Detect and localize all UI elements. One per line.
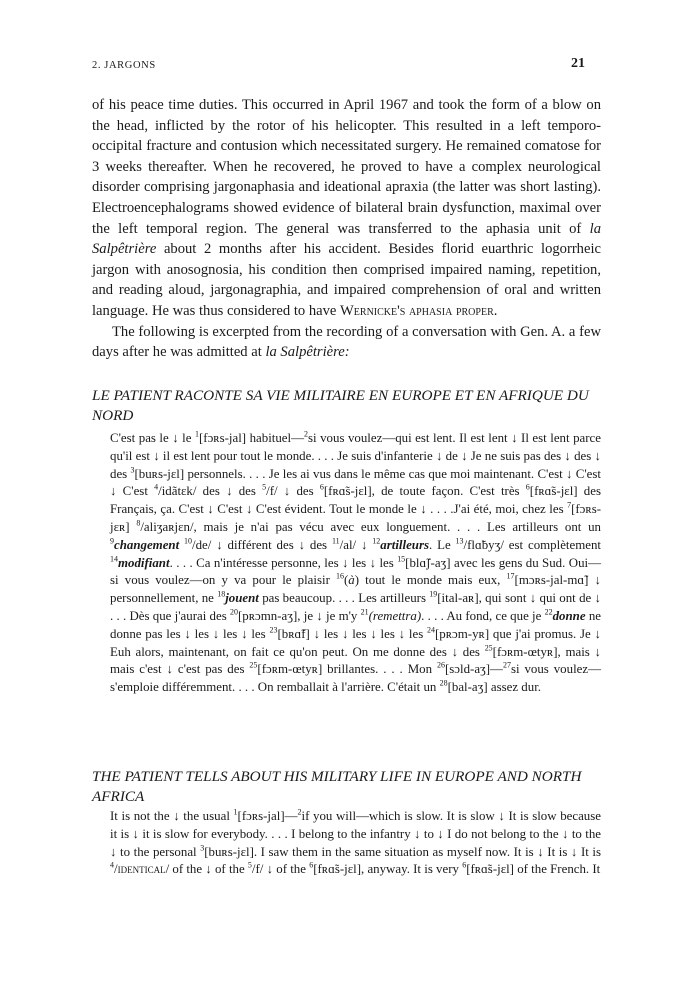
text-run: of the ↓ of the <box>169 862 248 877</box>
footnote-marker: 19 <box>429 589 438 599</box>
text-run: [fɔʀs-jɛʀ] <box>110 502 601 534</box>
footnote-marker: 23 <box>269 625 278 635</box>
text-run: . Le <box>429 537 456 552</box>
text-run: The following is excerpted from the recording of a conversation with Gen. A. a few days after he was admitted at <box>92 323 601 361</box>
text-run: [fɔʀm-œtyʀ] brillantes. . . . Mon <box>257 662 437 677</box>
text-run: /aliʒaʀjɛn/, mais je n'ai pas vécu avec eux longuement. . . . Les artilleurs ont un <box>140 519 601 534</box>
text-run: [fɔʀs-jal] habituel— <box>199 431 304 445</box>
footnote-marker: 20 <box>230 607 238 617</box>
text-run: [buʀs-jɛl] personnels. . . . Je les ai vus dans le même cas que moi maintenant. C'est ↓ C'est ↓ C'est <box>110 466 602 499</box>
text-run: changement <box>114 537 180 552</box>
footnote-marker: 25 <box>249 661 258 671</box>
text-run: /de/ ↓ différent des ↓ des <box>192 537 332 552</box>
section-title: THE PATIENT TELLS ABOUT HIS MILITARY LIFE IN EUROPE AND NORTH AFRICA <box>92 768 582 805</box>
text-run: [blɑ̃ʃ-aʒ] avec les gens du Sud. Oui—si vous voulez—on y va pour le plaisir <box>110 555 601 588</box>
footnote-marker: 2 <box>304 429 308 439</box>
footnote-marker: 6 <box>525 483 530 493</box>
text-run: [fʀɑ̃s-jɛl] of the French. It <box>466 862 601 877</box>
text-run: [fʀɑ̃s-jɛl] des Français, ça. C'est ↓ C'est ↓ C'est évident. Tout le monde le ↓ . . . .J'ai été, moi, chez les <box>110 484 601 517</box>
footnote-marker: 3 <box>130 465 135 475</box>
text-run: [bʀɑ̃f] ↓ les ↓ les ↓ les ↓ les <box>277 626 428 641</box>
footnote-marker: 1 <box>233 807 238 817</box>
footnote-marker: 3 <box>200 843 205 853</box>
transcript-english <box>110 808 601 879</box>
text-run: jouent <box>225 591 259 606</box>
text-run: si vous voulez—s'emploie différemment. . . . On remballait à l'arrière. C'était un <box>110 662 601 695</box>
footnote-marker: 7 <box>567 500 572 510</box>
text-run: ) tout le monde mais eux, <box>354 573 507 588</box>
text-run: [mɔʀs-jal-mɑ̃] ↓ personnellement, ne <box>110 573 601 606</box>
text-run: . . . . Ca n'intéresse personne, les ↓ les ↓ les <box>169 555 398 570</box>
footnote-marker: 21 <box>360 607 369 617</box>
footnote-marker: 13 <box>455 536 464 546</box>
footnote-marker: 16 <box>336 572 344 582</box>
footnote-marker: 2 <box>297 807 302 817</box>
footnote-marker: 4 <box>154 483 159 493</box>
text-run: /identical/ <box>114 862 170 877</box>
footnote-marker: 5 <box>247 861 252 871</box>
footnote-marker: 9 <box>110 536 114 546</box>
running-head: 2. JARGONS <box>92 60 156 71</box>
text-run: ( <box>344 573 349 588</box>
footnote-marker: 11 <box>331 536 340 546</box>
text-run: if you will—which is slow. It is slow ↓ It is slow because it is ↓ it is slow for everybody. . . . I belong to the infantry ↓ to ↓ I do not belong to the ↓ to the ↓ to the personal <box>110 809 601 859</box>
text-run: C'est pas le ↓ le <box>110 431 195 445</box>
paragraph <box>92 95 601 322</box>
text-run: . <box>493 302 498 319</box>
text-run: modifiant <box>117 555 170 570</box>
text-run: /flɑ̃byʒ/ est complètement <box>463 537 601 552</box>
text-run: [fɔʀs-jal]— <box>237 809 298 823</box>
footnote-marker: 22 <box>544 607 553 617</box>
footnote-marker: 1 <box>195 429 199 439</box>
text-run: Wernicke's aphasia proper <box>340 302 494 319</box>
text-run: /f/ ↓ des <box>266 484 320 499</box>
footnote-marker: 6 <box>319 483 324 493</box>
footnote-marker: 12 <box>372 536 381 546</box>
footnote-marker: 15 <box>397 554 406 564</box>
paragraph <box>92 322 601 363</box>
footnote-marker: 6 <box>462 861 467 871</box>
text-run: la Salpêtrière <box>92 220 601 258</box>
text-run: of his peace time duties. This occurred in April 1967 and took the form of a blow on the head, inflicted by the rotor of his helicopter. This resulted in a left temporo-occipital fracture and contusion which necessitated surgery. He remained comatose for 3 weeks thereafter. When he recovered, he proved to have a complex neurological disorder comprising jargonaphasia and ideational apraxia (the latter was short lasting). Electroencephalograms showed evidence of bilateral brain dysfunction, maximal over the left temporal region. The general was transferred to the aphasia unit of <box>92 97 601 237</box>
text-run: /al/ ↓ <box>339 537 373 552</box>
footnote-marker: 18 <box>217 589 226 599</box>
text-run: It is not the ↓ the usual <box>110 809 234 823</box>
text-run: /f/ ↓ of the <box>251 862 310 877</box>
text-run: [fʀɑ̃s-jɛl], anyway. It is very <box>313 862 463 877</box>
footnote-marker: 4 <box>110 861 114 871</box>
footnote-marker: 8 <box>136 518 141 528</box>
footnote-marker: 25 <box>484 643 493 653</box>
footnote-marker: 17 <box>506 572 515 582</box>
footnote-marker: 24 <box>427 625 436 635</box>
section-title: LE PATIENT RACONTE SA VIE MILITAIRE EN EUROPE ET EN AFRIQUE DU NORD <box>92 387 589 424</box>
footnote-marker: 6 <box>309 861 314 871</box>
footnote-marker: 5 <box>262 483 267 493</box>
footnote-marker: 14 <box>110 554 118 564</box>
text-run: artilleurs <box>380 537 429 552</box>
text-run: [sɔld-aʒ]— <box>444 662 503 677</box>
body-text <box>92 95 601 363</box>
transcript-french <box>110 430 601 697</box>
page-number: 21 <box>571 56 585 71</box>
text-run: donne <box>552 608 586 623</box>
text-run: [fɔʀm-œtyʀ], mais ↓ mais c'est ↓ c'est pas des <box>110 644 601 677</box>
text-run: à <box>348 573 355 588</box>
text-run: si vous voulez—qui est lent. Il est lent ↓ Il est lent parce qu'il est ↓ il est lent pour tout le monde. . . . Je suis d'infanterie ↓ de ↓ Je ne suis pas des ↓ des ↓ des <box>110 431 601 481</box>
text-run: [pʀɔm-yʀ] que j'ai promus. Je ↓ Euh alors, maintenant, on fait ce qu'on peut. On me donne des ↓ des <box>110 626 601 659</box>
text-run: . . . . Au fond, ce que je <box>421 608 545 623</box>
text-run: [pʀɔmn-aʒ], je ↓ je m'y <box>238 608 361 623</box>
footnote-marker: 10 <box>184 536 193 546</box>
footnote-marker: 28 <box>439 678 448 688</box>
text-run: /idãtɛk/ des ↓ des <box>158 484 263 499</box>
footnote-marker: 26 <box>436 661 445 671</box>
text-run: about 2 months after his accident. Besides florid euarthric logorrheic jargon with anosognosia, his condition then comprised impaired naming, repetition, and reading aloud, jargonagraphia, and impaired comprehension of oral and written language. He was thus considered to have <box>92 241 601 319</box>
text-run: pas beaucoup. . . . Les artilleurs <box>258 591 430 606</box>
text-run: [fʀɑ̃s-jɛl], de toute façon. C'est très <box>323 484 526 499</box>
text-run: (remettra) <box>368 608 422 623</box>
text-run: la Salpêtrière: <box>265 344 350 361</box>
text-run: [bal-aʒ] assez dur. <box>447 680 541 695</box>
footnote-marker: 27 <box>502 661 511 671</box>
text-run: [ital-aʀ], qui sont ↓ qui ont de ↓ . . . Dès que j'aurai des <box>110 591 601 623</box>
text-run: [buʀs-jɛl]. I saw them in the same situation as myself now. It is ↓ It is ↓ It is <box>204 844 602 859</box>
text-run: ne donne pas les ↓ les ↓ les ↓ les <box>110 608 601 641</box>
